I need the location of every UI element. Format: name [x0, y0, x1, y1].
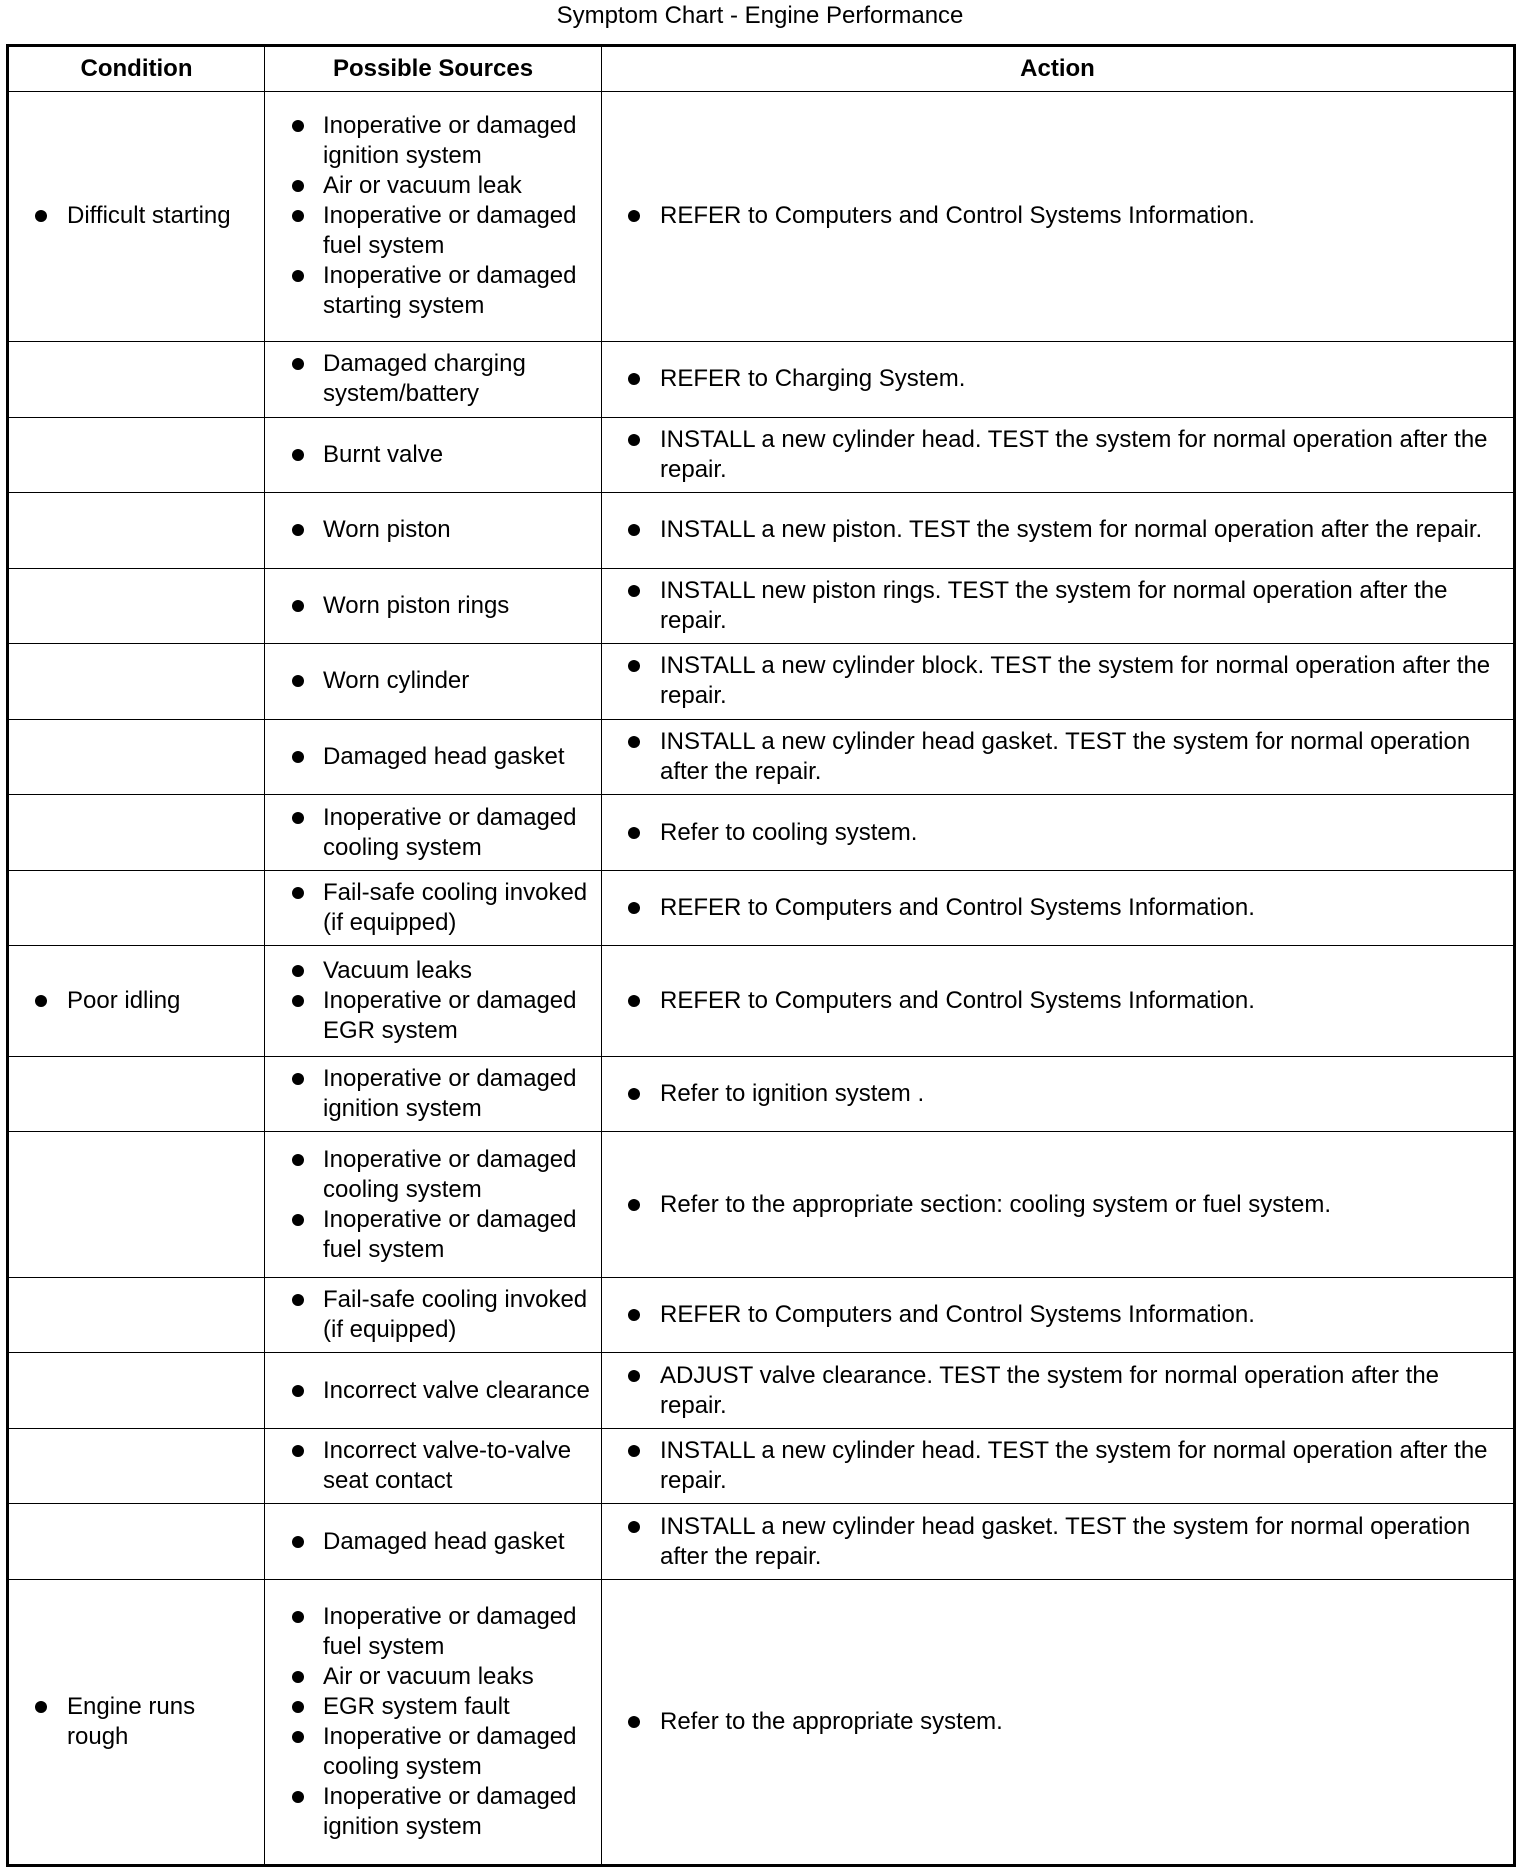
header-possible-sources: Possible Sources	[265, 46, 602, 92]
source-item: Inoperative or damaged cooling system	[265, 1145, 591, 1205]
table-row	[8, 870, 1515, 946]
source-item: Incorrect valve-to-valve seat contact	[265, 1436, 591, 1496]
condition-text: Poor idling	[9, 986, 254, 1016]
source-item: Vacuum leaks	[265, 956, 591, 986]
possible-sources-cell	[265, 1132, 602, 1277]
source-item: Burnt valve	[265, 440, 591, 470]
action-cell	[602, 1132, 1515, 1277]
source-item: Inoperative or damaged starting system	[265, 261, 591, 321]
table-row	[8, 1428, 1515, 1504]
condition-cell	[8, 568, 265, 644]
condition-cell	[8, 1428, 265, 1504]
possible-sources-cell	[265, 870, 602, 946]
action-cell	[602, 1277, 1515, 1353]
table-row	[8, 644, 1515, 720]
table-row	[8, 341, 1515, 417]
possible-sources-cell	[265, 946, 602, 1056]
source-item: Damaged charging system/battery	[265, 349, 591, 409]
condition-cell	[8, 1277, 265, 1353]
action-cell	[602, 493, 1515, 569]
source-item: Incorrect valve clearance	[265, 1376, 591, 1406]
action-text: INSTALL a new cylinder head. TEST the system for normal operation after the repair.	[602, 1436, 1503, 1496]
condition-cell	[8, 644, 265, 720]
source-item: Inoperative or damaged fuel system	[265, 201, 591, 261]
condition-cell	[8, 417, 265, 493]
action-text: REFER to Computers and Control Systems Information.	[602, 1300, 1503, 1330]
header-condition: Condition	[8, 46, 265, 92]
action-text: REFER to Charging System.	[602, 364, 1503, 394]
action-text: ADJUST valve clearance. TEST the system for normal operation after the repair.	[602, 1361, 1503, 1421]
table-row	[8, 1056, 1515, 1132]
action-cell	[602, 795, 1515, 871]
action-cell	[602, 417, 1515, 493]
action-text: INSTALL a new cylinder block. TEST the system for normal operation after the repair.	[602, 651, 1503, 711]
source-item: Inoperative or damaged ignition system	[265, 1782, 591, 1842]
condition-text: Engine runs rough	[9, 1692, 254, 1752]
action-cell	[602, 1056, 1515, 1132]
source-item: Fail-safe cooling invoked (if equipped)	[265, 1285, 591, 1345]
action-text: REFER to Computers and Control Systems Information.	[602, 986, 1503, 1016]
condition-cell	[8, 795, 265, 871]
table-row	[8, 719, 1515, 795]
possible-sources-cell	[265, 1277, 602, 1353]
action-cell	[602, 568, 1515, 644]
action-cell	[602, 1580, 1515, 1866]
page-title: Symptom Chart - Engine Performance	[556, 2, 964, 29]
action-cell	[602, 1504, 1515, 1580]
condition-cell	[8, 1132, 265, 1277]
action-text: Refer to cooling system.	[602, 818, 1503, 848]
action-text: REFER to Computers and Control Systems Information.	[602, 893, 1503, 923]
condition-cell	[8, 946, 265, 1056]
table-row	[8, 493, 1515, 569]
possible-sources-cell	[265, 644, 602, 720]
condition-cell	[8, 1353, 265, 1429]
table-row	[8, 417, 1515, 493]
action-cell	[602, 341, 1515, 417]
condition-cell	[8, 493, 265, 569]
possible-sources-cell	[265, 568, 602, 644]
source-item: Air or vacuum leak	[265, 171, 591, 201]
action-text: Refer to ignition system .	[602, 1079, 1503, 1109]
header-action: Action	[602, 46, 1515, 92]
action-text: INSTALL new piston rings. TEST the system for normal operation after the repair.	[602, 576, 1503, 636]
action-cell	[602, 92, 1515, 342]
action-text: INSTALL a new piston. TEST the system for normal operation after the repair.	[602, 515, 1503, 545]
possible-sources-cell	[265, 795, 602, 871]
action-text: Refer to the appropriate section: cooling system or fuel system.	[602, 1190, 1503, 1220]
possible-sources-cell	[265, 493, 602, 569]
condition-cell	[8, 92, 265, 342]
source-item: Fail-safe cooling invoked (if equipped)	[265, 878, 591, 938]
source-item: Worn piston	[265, 515, 591, 545]
action-cell	[602, 1428, 1515, 1504]
action-cell	[602, 870, 1515, 946]
source-item: Inoperative or damaged cooling system	[265, 1722, 591, 1782]
condition-cell	[8, 1580, 265, 1866]
table-row	[8, 1504, 1515, 1580]
possible-sources-cell	[265, 1353, 602, 1429]
source-item: Inoperative or damaged fuel system	[265, 1205, 591, 1265]
condition-cell	[8, 341, 265, 417]
source-item: Inoperative or damaged ignition system	[265, 111, 591, 171]
source-item: Worn piston rings	[265, 591, 591, 621]
action-cell	[602, 719, 1515, 795]
possible-sources-cell	[265, 1428, 602, 1504]
source-item: Inoperative or damaged cooling system	[265, 803, 591, 863]
condition-cell	[8, 719, 265, 795]
action-text: REFER to Computers and Control Systems Information.	[602, 201, 1503, 231]
source-item: Inoperative or damaged ignition system	[265, 1064, 591, 1124]
action-cell	[602, 644, 1515, 720]
source-item: Air or vacuum leaks	[265, 1662, 591, 1692]
action-text: INSTALL a new cylinder head. TEST the system for normal operation after the repair.	[602, 425, 1503, 485]
source-item: Damaged head gasket	[265, 742, 591, 772]
table-row	[8, 795, 1515, 871]
possible-sources-cell	[265, 1580, 602, 1866]
action-cell	[602, 946, 1515, 1056]
action-text: INSTALL a new cylinder head gasket. TEST the system for normal operation after the repair.	[602, 1512, 1503, 1572]
source-item: EGR system fault	[265, 1692, 591, 1722]
table-row	[8, 92, 1515, 342]
action-text: Refer to the appropriate system.	[602, 1707, 1503, 1737]
table-row	[8, 946, 1515, 1056]
action-text: INSTALL a new cylinder head gasket. TEST the system for normal operation after the repair.	[602, 727, 1503, 787]
possible-sources-cell	[265, 417, 602, 493]
condition-text: Difficult starting	[9, 201, 254, 231]
source-item: Damaged head gasket	[265, 1527, 591, 1557]
possible-sources-cell	[265, 1504, 602, 1580]
source-item: Inoperative or damaged fuel system	[265, 1602, 591, 1662]
condition-cell	[8, 1504, 265, 1580]
source-item: Worn cylinder	[265, 666, 591, 696]
source-item: Inoperative or damaged EGR system	[265, 986, 591, 1046]
condition-cell	[8, 870, 265, 946]
action-cell	[602, 1353, 1515, 1429]
table-row	[8, 1580, 1515, 1866]
symptom-chart-table	[6, 44, 1516, 1867]
table-header-row	[8, 46, 1515, 92]
possible-sources-cell	[265, 1056, 602, 1132]
table-row	[8, 1277, 1515, 1353]
table-row	[8, 1353, 1515, 1429]
possible-sources-cell	[265, 719, 602, 795]
condition-cell	[8, 1056, 265, 1132]
table-body	[8, 92, 1515, 1866]
table-row	[8, 568, 1515, 644]
possible-sources-cell	[265, 341, 602, 417]
possible-sources-cell	[265, 92, 602, 342]
table-row	[8, 1132, 1515, 1277]
